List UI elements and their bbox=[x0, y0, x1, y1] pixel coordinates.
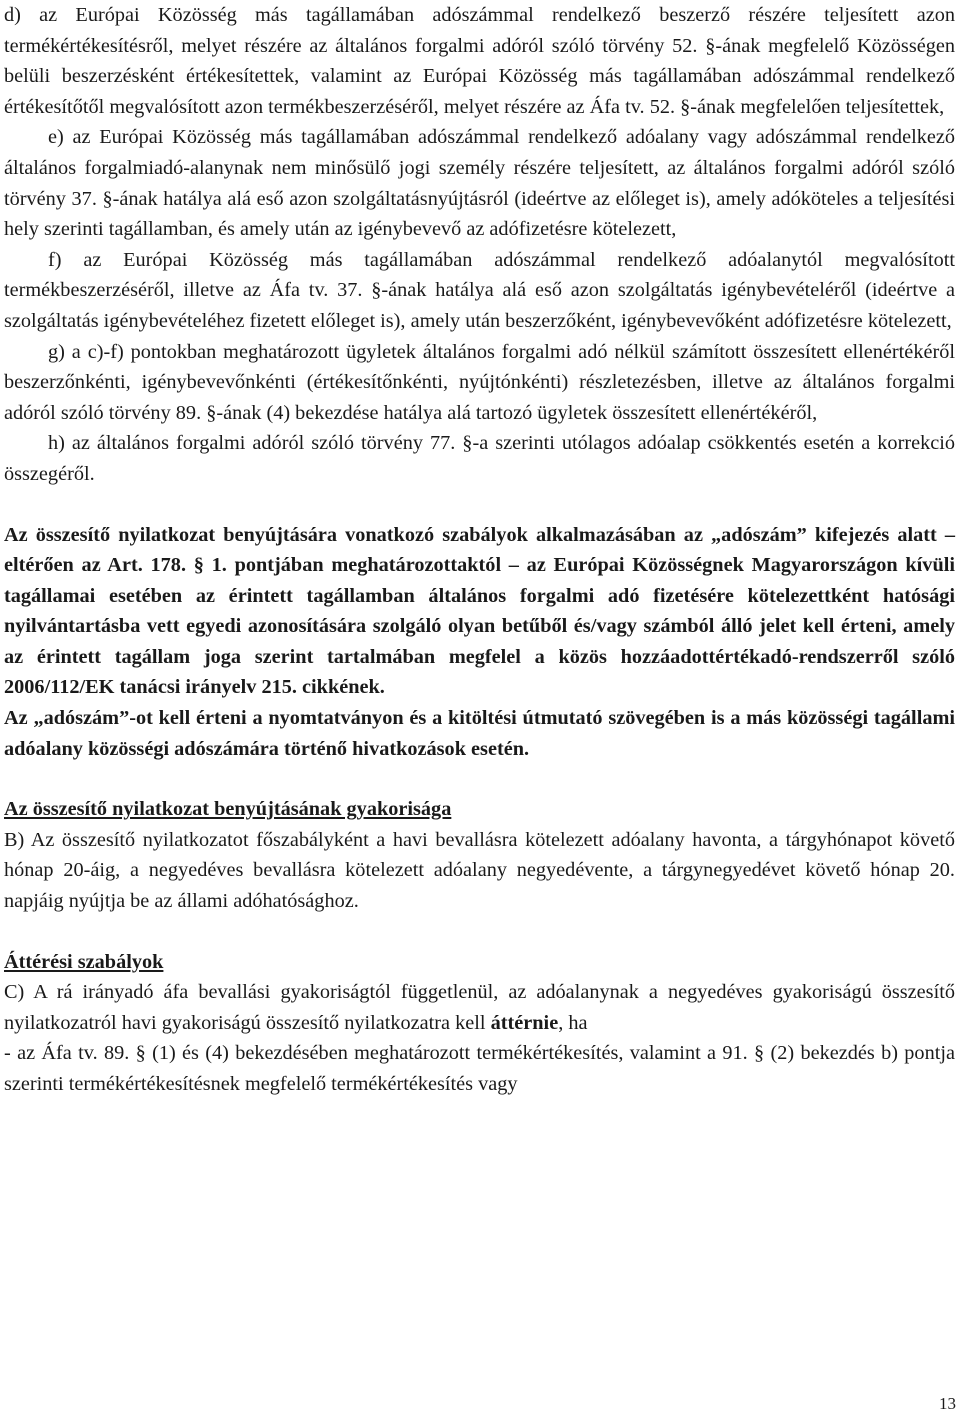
section-heading-frequency: Az összesítő nyilatkozat benyújtásának gyakorisága bbox=[4, 798, 452, 821]
paragraph-h: h) az általános forgalmi adóról szóló törvény 77. §-a szerinti utólagos adóalap csökkentés esetén a korrekció összegéről. bbox=[4, 432, 955, 485]
spacer bbox=[4, 917, 955, 947]
spacer bbox=[4, 764, 955, 794]
paragraph-c bbox=[4, 977, 955, 1038]
paragraph-c-tail: , ha bbox=[558, 1011, 588, 1034]
paragraph-d: d) az Európai Közösség más tagállamában adószámmal rendelkező beszerző részére teljesített azon termékértékesítésről, melyet részére az általános forgalmi adóról szóló törvény 52. §-ának megfelelő Közösségen belüli beszerzésként értékesítettek, valamint az Európai Közösség más tagállamában adószámmal rendelkező értékesítőtől megvalósított azon termékbeszerzéséről, melyet részére az Áfa tv. 52. §-ának megfelelően teljesítettek, bbox=[4, 4, 955, 118]
document-page bbox=[4, 0, 955, 1100]
paragraph-c-emphasis: áttérnie bbox=[490, 1011, 559, 1034]
paragraph-b: B) Az összesítő nyilatkozatot főszabályként a havi bevallásra kötelezett adóalany havonta, a tárgyhónapot követő hónap 20-áig, a negyedéves bevallásra kötelezett adóalany negyedévente, a tárgynegyedévet követő hónap 20. napjáig nyújtja be az állami adóhatósághoz. bbox=[4, 828, 955, 913]
paragraph-e: e) az Európai Közösség más tagállamában adószámmal rendelkező adóalany vagy adószámmal rendelkező általános forgalmiadó-alanynak nem minősülő jogi személy részére teljesített, az általános forgalmi adóról szóló törvény 37. §-ának hatálya alá eső azon szolgáltatásnyújtásról (ideértve az előleget is), amely adóköteles a teljesítési hely szerinti tagállamban, és amely után az igénybevevő az adófizetésre kötelezett, bbox=[4, 126, 955, 241]
spacer bbox=[4, 490, 955, 520]
adoszam-scope-note: Az „adószám”-ot kell érteni a nyomtatványon és a kitöltési útmutató szövegében is a más közösségi tagállami adóalany közösségi adószámára történő hivatkozások esetén. bbox=[4, 707, 955, 760]
paragraph-f: f) az Európai Közösség más tagállamában adószámmal rendelkező adóalanytól megvalósított termékbeszerzéséről, illetve az Áfa tv. 37. §-ának hatálya alá eső azon szolgáltatás igénybevételéről (ideértve a szolgáltatás igénybevételéhez fizetett előleget is), amely után beszerzőként, igénybevevőként adófizetésre kötelezett, bbox=[4, 248, 955, 332]
paragraph-c-text: C) A rá irányadó áfa bevallási gyakoriságtól függetlenül, az adóalanynak a negyedéves gyakoriságú összesítő nyilatkozatról havi gyakoriságú összesítő nyilatkozatra kell bbox=[4, 981, 955, 1034]
section-heading-transition: Áttérési szabályok bbox=[4, 950, 164, 973]
bullet-item: - az Áfa tv. 89. § (1) és (4) bekezdésében meghatározott termékértékesítés, valamint a 91. § (2) bekezdés b) pontja szerinti termékértékesítésnek megfelelő termékértékesítés vagy bbox=[4, 1042, 955, 1095]
page-number: 13 bbox=[939, 1394, 956, 1413]
adoszam-definition: Az összesítő nyilatkozat benyújtására vonatkozó szabályok alkalmazásában az „adószám” kifejezés alatt – eltérően az Art. 178. § 1. pontjában meghatározottaktól – az Európai Közösségnek Magyarországon kívüli tagállamai esetében az érintett tagállamban általános forgalmi adó fizetésére kötelezettként hatósági nyilvántartásba vett egyedi azonosítására szolgáló olyan betűből és/vagy számból álló jelet kell érteni, amely az érintett tagállam joga szerint tartalmában megfelel a közös hozzáadottértékadó-rendszerről szóló 2006/112/EK tanácsi irányelv 215. cikkének. bbox=[4, 523, 955, 699]
paragraph-g: g) a c)-f) pontokban meghatározott ügyletek általános forgalmi adó nélkül számított összesített ellenértékéről beszerzőnkénti, igénybevevőnkénti (értékesítőnkénti, nyújtónkénti) részletezésben, illetve az általános forgalmi adóról szóló törvény 89. §-ának (4) bekezdése hatálya alá tartozó ügyletek összesített ellenértékéről, bbox=[4, 340, 955, 424]
